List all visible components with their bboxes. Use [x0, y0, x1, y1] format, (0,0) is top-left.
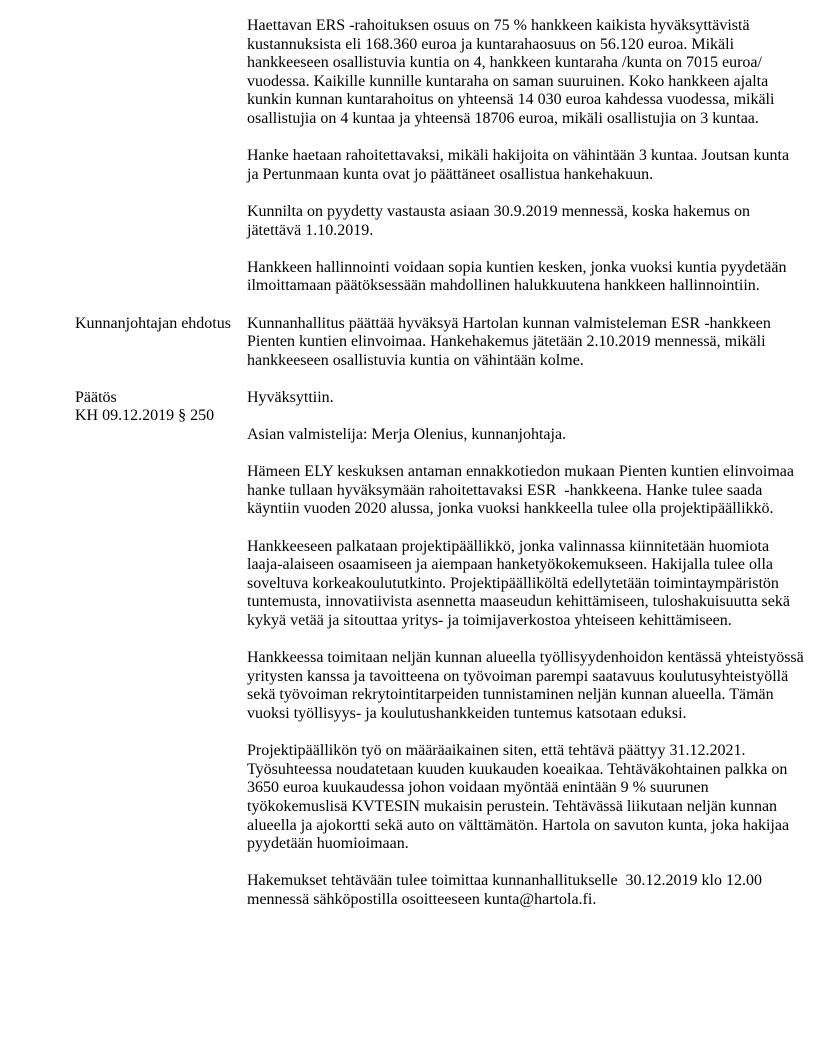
paragraph-proposal: Kunnanhallitus päättää hyväksyä Hartolan kunnan valmisteleman ESR -hankkeen Pienten kuntien elinvoimaa. Hankehakemus jätetään 2.10.2019 mennessä, mikäli hankkeeseen osallistuvia kuntia on vähintään kolme.	[247, 314, 775, 369]
paragraph-decision-approved: Hyväksyttiin.	[247, 388, 334, 406]
decision-reference: KH 09.12.2019 § 250	[75, 407, 215, 425]
paragraph-employment-terms: Projektipäällikön työ on määräaikainen siten, että tehtävä päättyy 31.12.2021. Työsuhteessa noudatetaan kuuden kuukauden koeaikaa. Tehtäväkohtainen palkka on 3650 euroa kuukaudessa johon voidaan myöntää enintään 9 % suurunen työkokemuslisä KVTESIN mukaisin perustein. Tehtävässä liikutaan neljän kunnan alueella ja ajokortti sekä auto on välttämätön. Hartola on savuton kunta, joka hakijaa pyydetään huomioimaan.	[247, 742, 794, 853]
section-proposal-label-column	[75, 315, 247, 334]
section-decision-text-column	[247, 388, 808, 928]
paragraph-funding-condition: Hanke haetaan rahoitettavaksi, mikäli hakijoita on vähintään 3 kuntaa. Joutsan kunta ja Pertunmaan kunta ovat jo päättäneet osallistua hankehakuun.	[247, 147, 794, 183]
paragraph-application-instructions: Hakemukset tehtävään tulee toimittaa kunnanhallitukselle 30.12.2019 klo 12.00 mennessä sähköpostilla osoitteeseen kunta@hartola.fi.	[247, 872, 766, 908]
section-proposal	[75, 315, 816, 389]
section-continuation-text-column	[247, 17, 804, 315]
section-decision-label-column	[75, 389, 247, 426]
paragraph-ely-advance-info: Hämeen ELY keskuksen antaman ennakkotiedon mukaan Pienten kuntien elinvoimaa hanke tullaan hyväksymään rahoitettavaksi ESR -hankkeena. Hanke tulee saada käyntiin vuoden 2020 alussa, jonka vuoksi hankkeella tulee olla projektipäällikkö.	[247, 463, 798, 518]
section-decision	[75, 389, 816, 928]
paragraph-funding-share: Haettavan ERS -rahoituksen osuus on 75 % hankkeen kaikista hyväksyttävistä kustannuksista eli 168.360 euroa ja kuntarahaosuus on 56.120 euroa. Mikäli hankkeeseen osallistuvia kuntia on 4, hankkeen kuntaraha /kunta on 7015 euroa/ vuodessa. Kaikille kunnille kuntaraha on saman suuruinen. Koko hankkeen ajalta kunkin kunnan kuntarahoitus on yhteensä 14 030 euroa kahdessa vuodessa, mikäli osallistujia on 4 kuntaa ja yhteensä 18706 euroa, mikäli osallistujia on 3 kuntaa.	[247, 17, 779, 127]
proposal-label: Kunnanjohtajan ehdotus	[75, 314, 231, 332]
paragraph-project-scope: Hankkeessa toimitaan neljän kunnan alueella työllisyydenhoidon kentässä yhteistyössä yritysten kanssa ja tavoitteena on työvoiman parempi saatavuus koulutusyhteistyöllä sekä työvoiman rekrytointitarpeiden tunnistaminen neljän kunnan alueella. Tämän vuoksi työllisyys- ja koulutushankkeiden tuntemus katsotaan eduksi.	[247, 649, 808, 722]
section-continuation	[75, 17, 816, 315]
paragraph-administration: Hankkeen hallinnointi voidaan sopia kuntien kesken, jonka vuoksi kuntia pyydetään ilmoittamaan päätöksessään mahdollinen halukkuutena hankkeen hallinnointiin.	[247, 258, 791, 295]
paragraph-project-manager-hiring: Hankkeeseen palkataan projektipäällikkö, jonka valinnassa kiinnitetään huomiota laaja-alaiseen osaamiseen ja aiempaan hanketyökokemukseen. Hakijalla tulee olla soveltuva korkeakoulututkinto. Projektipäälliköltä edellytetään toimintaympäristön tuntemusta, innovatiivista asennetta maaseudun kehittämiseen, tuloshakuisuutta sekä kykyä vetää ja sitouttaa yritys- ja toimijaverkostoa yhteiseen kehittämiseen.	[247, 537, 794, 629]
section-proposal-text-column	[247, 315, 804, 389]
paragraph-response-deadline: Kunnilta on pyydetty vastausta asiaan 30.9.2019 mennessä, koska hakemus on jätettävä 1.10.2019.	[247, 202, 755, 239]
paragraph-preparer: Asian valmistelija: Merja Olenius, kunnanjohtaja.	[247, 426, 567, 444]
decision-label: Päätös	[75, 388, 117, 406]
